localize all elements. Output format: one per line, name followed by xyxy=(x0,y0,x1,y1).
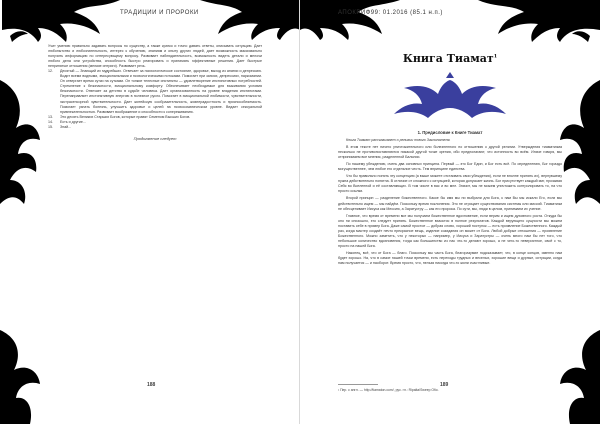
tribal-ornament-right-top-left xyxy=(300,0,400,40)
paragraph: Что бы правильно понять эту концепцию (а выше можете отстаивать свои убеждения), если не вполне принять их), вернувшему нужна действительно понятна. В отличие от сложного с ситуацией, которая допускает жизнь. Бог присутствует каждый миг, прозывая Себя во Вселенной и её составляющих. В том числе в вас и во мне. Значит, мы не можем уничтожить контролировать то, на что просто ссылки. xyxy=(338,174,562,194)
intro-paragraph: Учит умению правильно задавать вопросы по существу, а также кратко и точно давать ответы, описывать ситуацию. Дает любопытство и любознательность, интерес к обучению, знаниям и опыту других людей, дает возможность максимально получить информацию по интересующему вопросу. Развивает наблюдательность, возможность видеть детали и мелочи любого дела или устройства, способность быстро реагировать и принимать эффективные решения. Дает быстрые непринятые отношения (мелкие интриги). Развивает речь. xyxy=(48,44,262,69)
running-head: АПОКРИФ99: 01.2016 (85.1 н.п.) xyxy=(338,10,443,16)
paragraph: Наконец, всё, что от Бога — благо. Поскольку мы часть Бога, благоразумие подсказывает, что, в конце концов, именно нам будет хорошо. На, что в самое нашей точки времени, есть переходы трудных и веселых, хорошие вещи и дурные, ситуации, когда нам получается — и наоборот. Время просто, что, нельзя никогда что-то жили счастливые. xyxy=(338,250,562,266)
list-text: Знай... xyxy=(60,124,72,129)
page-number-right: 189 xyxy=(440,382,449,388)
right-body-text xyxy=(338,138,562,268)
page-number-left: 188 xyxy=(147,382,156,388)
bat-dragon-illustration xyxy=(390,70,510,122)
list-number: 13. xyxy=(48,114,53,119)
tribal-ornament-right-middle xyxy=(560,80,600,240)
running-head: ТРАДИЦИИ И ПРОРОКИ xyxy=(120,10,199,16)
paragraph: Книга Тиамат рассказывает о религии нового Заклинателя. xyxy=(346,138,451,142)
tribal-ornament-left-middle xyxy=(0,80,40,240)
paragraph: Второй принцип — разделение божественного. Какое бы имя мы ни выбрали для Бога, к нам Вы мы искали Его, если мы действительно ищем — мы найдём. Поскольку время поклонения. Это не отрицает существования системы или миссий. Тиаматизм не обесценивает Иисуса как Мессию, а Заратустру — как его пророка. По сути, мы, люди в целом, принимаем их учение. xyxy=(338,196,562,211)
list-text: Есть и другие... xyxy=(60,119,86,124)
chapter-title xyxy=(300,52,600,65)
list-text: Это десять Великих Старших Богов, которые правят Семеном Высших Богов. xyxy=(60,114,191,119)
tribal-ornament-left-top xyxy=(2,0,120,42)
list-item xyxy=(48,125,262,130)
paragraph: Главное, что время от времени все мы получаем божественное вдохновение, если верим и ищем духовного роста. Откуда бы оно ни снизошло, его следует принять. Божественное вхаоктис в полное результатов. Каждой верующего сущности мы можем поставить себе в пример Бога. Даже самой простое — добрая слово, хороший поступок — есть проявление Божественного. Каждый раз, когда мастер создаёт нечто прекрасное вещь, изделие созидания он может от Бога. Любой добрые отношения — проявление Божественного. Можно заметить, что у некоторых — например, у Иисуса и Заратустры — очень много нам бы нет того, что небольшое количество вдохновения, тогда как большинство из нас что-то делают хорошо, а не чего-то невероятное, своё с то, просто на нашей Бога. xyxy=(338,213,562,248)
tribal-ornament-left-bottom xyxy=(0,330,42,424)
list-item xyxy=(48,69,262,114)
list-number: 15. xyxy=(48,124,53,129)
footnote: ¹ Пер. с англ. — http://tiamaton.com/, рус. гл.: Ripalta/Sweep Ofio. xyxy=(338,388,439,392)
paragraph: В этом тексте нет ничего уничтожительного или болезненного по отношению к другой религии. Утверждения тиаматизма несколько не противопоставляются никакой другой точке зрения, ибо предполагают, что истинность во всём. Иначе говоря, мы отпринимаем все мнения, разделенной Бальнии. xyxy=(338,145,562,160)
tribal-ornament-right-bottom xyxy=(558,330,600,424)
paragraph: По нашему убеждению, очень два основных принципа. Первый — это Бог Един, и Бог есть всё. По определению, Бог гораздо могущественнее, чем любое его отдельное честь. Тем впринципе единства. xyxy=(338,162,562,172)
left-body-text xyxy=(48,44,262,141)
tribal-ornament-left-top-right xyxy=(200,0,300,40)
list-number: 12. xyxy=(48,69,53,74)
tribal-ornament-right-top xyxy=(478,0,600,42)
section-heading: 1. Предисловие к Книге Тиамат xyxy=(417,130,483,135)
right-page xyxy=(300,0,600,424)
footnote-rule xyxy=(338,384,378,385)
chapter-title-text: Книга Тиамат xyxy=(402,52,494,65)
continuation-note: Продолжение следует xyxy=(133,135,177,141)
list-text: Десятый — Знающий их мудрейших. Отвечает за психологическое состояние, здоровье, выход из апатии и депрессию. Водит всеми водными, эмоциональными и психологическими потоками. Помогает при запоях, депрессиях, наркомании. Он отвергает время сутки на сутками. Он тонкие телесные инстинкты — удовлетворение инстинктивных потребностей. Стремление к безопасности, эмоциональному комфорту. Обеспечивает необходимые для выживания условия безопасности. Отвечает за детство в судьбе человека. Дает организованность на уровне владения инстинктами. Перенаправляет инстинктивную энергию в полезное русло. Помогает в эмоциональной любимости, чувствительности, экстрасенсорной чувствительности. Дает житейскую сообразительность, жизнерадостность и приспособляемость. Помогает узнать болезнь, улучшить здоровье и целей на психосоматическом уровне. Ведает сексуальной привлекательностью. Развивает воображение и способности к сопереживанию. xyxy=(60,69,262,114)
list-number: 14. xyxy=(48,119,53,124)
title-footnote-mark: 1 xyxy=(493,53,498,60)
